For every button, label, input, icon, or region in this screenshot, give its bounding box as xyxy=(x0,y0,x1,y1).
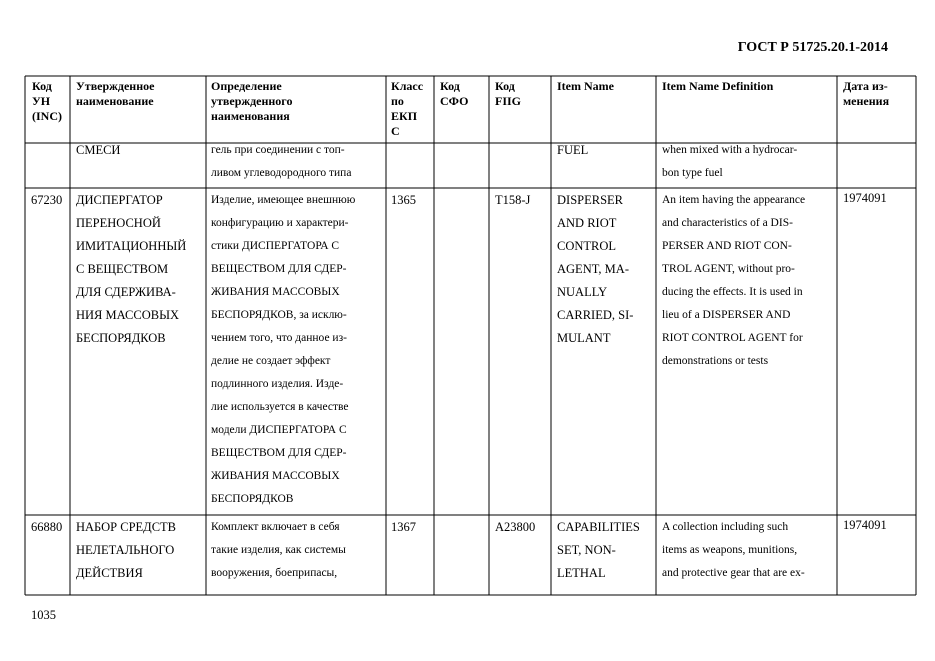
row2-inc-code: 66880 xyxy=(31,520,63,534)
col-header-fiig-code: Код FIIG xyxy=(495,79,522,108)
col-header-approved-name: Утвержденное наименование xyxy=(76,79,155,108)
row2-item-name: CAPABILITIES SET, NON- LETHAL xyxy=(557,520,640,580)
col-header-item-name-definition: Item Name Definition xyxy=(662,79,774,93)
page-number: 1035 xyxy=(31,608,56,622)
row2-change-date: 1974091 xyxy=(843,518,887,532)
row1-approved-name: ДИСПЕРГАТОР ПЕРЕНОСНОЙ ИМИТАЦИОННЫЙ С ВЕЩЕСТВОМ ДЛЯ СДЕРЖИВА- НИЯ МАССОВЫХ БЕСПОРЯДКОВ xyxy=(76,193,187,345)
row1-item-name-definition: An item having the appearance and characteristics of a DIS- PERSER AND RIOT CON- TROL AGENT, without pro- ducing the effects. It is used in lieu of a DISPERSER AND RIOT CONTROL AGENT for demonstrations or tests xyxy=(662,194,806,367)
row1-fiig-code: T158-J xyxy=(495,193,531,207)
col-header-sfo-code: Код СФО xyxy=(440,79,469,108)
row0-item-name-definition: when mixed with a hydrocar- bon type fuel xyxy=(662,144,798,179)
row1-item-name: DISPERSER AND RIOT CONTROL AGENT, MA- NUALLY CARRIED, SI- MULANT xyxy=(557,193,634,345)
col-header-item-name: Item Name xyxy=(557,79,614,93)
row2-definition: Комплект включает в себя такие изделия, как системы вооружения, боеприпасы, xyxy=(211,521,346,579)
col-header-inc: Код УН (INC) xyxy=(32,79,62,123)
row1-ekps-class: 1365 xyxy=(391,193,416,207)
row0-definition: гель при соединении с топ- ливом углеводородного типа xyxy=(211,144,352,179)
row2-fiig-code: A23800 xyxy=(495,520,536,534)
col-header-ekps-class: Класс по ЕКП С xyxy=(391,79,424,138)
row1-inc-code: 67230 xyxy=(31,193,63,207)
row1-definition: Изделие, имеющее внешнюю конфигурацию и характери- стики ДИСПЕРГАТОРА С ВЕЩЕСТВОМ ДЛЯ СДЕР- ЖИВАНИЯ МАССОВЫХ БЕСПОРЯДКОВ, за исклю- чением того, что данное из- делие не создает эффект подлинного изделия. Изде- лие используется в качестве модели ДИСПЕРГАТОРА С ВЕЩЕСТВОМ ДЛЯ СДЕР- ЖИВАНИЯ МАССОВЫХ БЕСПОРЯДКОВ xyxy=(211,194,356,505)
row2-approved-name: НАБОР СРЕДСТВ НЕЛЕТАЛЬНОГО ДЕЙСТВИЯ xyxy=(76,520,177,580)
row0-approved-name: СМЕСИ xyxy=(76,143,121,157)
row1-change-date: 1974091 xyxy=(843,191,887,205)
row2-ekps-class: 1367 xyxy=(391,520,416,534)
row0-item-name: FUEL xyxy=(557,143,589,157)
document-title: ГОСТ Р 51725.20.1-2014 xyxy=(737,40,888,55)
col-header-definition: Определение утвержденного наименования xyxy=(211,79,293,123)
col-header-change-date: Дата из- менения xyxy=(843,79,890,108)
row2-item-name-definition: A collection including such items as weapons, munitions, and protective gear that are ex- xyxy=(662,521,805,579)
